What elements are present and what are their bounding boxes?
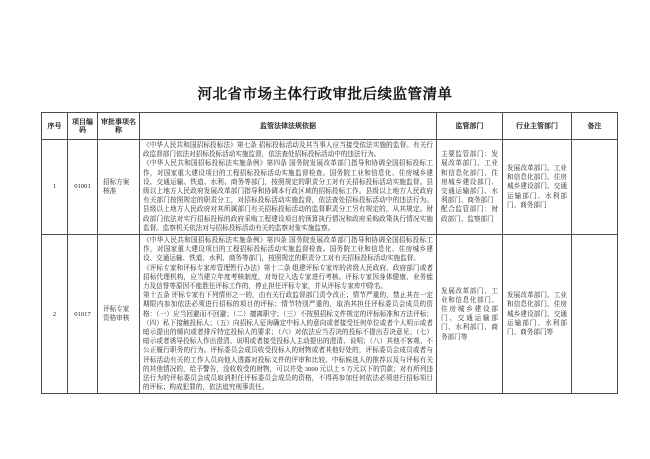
page-title: 河北省市场主体行政审批后续监管清单	[197, 87, 453, 103]
cell-project-code: 01001	[68, 140, 98, 235]
table-row	[42, 235, 618, 394]
cell-industry-dept	[503, 140, 572, 235]
dept-paragraph: 配合监管部门：财政部门、监察部门	[441, 206, 498, 223]
cell-item-name: 评标专家资格审核	[98, 235, 140, 394]
header-legal-basis: 监管法律法规依据	[140, 113, 437, 140]
header-industry-dept: 行业主管部门	[503, 113, 572, 140]
cell-item-name: 招标方案核准	[98, 140, 140, 235]
cell-seq: 1	[42, 140, 68, 235]
cell-remark	[572, 140, 618, 235]
legal-paragraph: 《评标专家和评标专家库管理暂行办法》第十二条 组建评标专家库的省级人民政府、政府部门或者招标代理机构，应当建立年度考核制度，对每位入选专家进行考核。评标专家因身体健康、业务能力及信誉等原因不能胜任评标工作的，停止担任评标专家，并从评标专家库中除名。	[143, 264, 433, 291]
legal-paragraph: 《中华人民共和国招标投标法实施条例》第四条 国务院发展改革部门指导和协调全国招标投标工作，对国家重大建设项目的工程招标投标活动实施监督检查。国务院工业和信息化、住房城乡建设、交通运输、铁道、水利、商务等部门，按照规定的职责分工对有关招标投标活动实施监督。县级以上地方人民政府发展改革部门指导和协调本行政区域的招标投标工作。县级以上地方人民政府有关部门按照规定的职责分工，对招标投标活动实施监督，依法查处招标投标活动中的违法行为。县级以上地方人民政府对其所属部门有关招标投标活动的监督职责分工另有规定的，从其规定。财政部门依法对实行招标投标的政府采购工程建设项目的预算执行情况和政府采购政策执行情况实施监督。监察机关依法对与招标投标活动有关的监察对象实施监察。	[143, 160, 433, 232]
header-item-name: 审批事项名称	[98, 113, 140, 140]
cell-legal-basis	[140, 140, 437, 235]
dept-paragraph: 发展改革部门、工业和信息化部门、住房城乡建设部门、交通运输部门、水利部门、商务部门等	[441, 287, 498, 341]
dept-paragraph: 发展改革部门、工业和信息化部门、住房城乡建设部门、交通运输部门、水利部门、商务部门	[507, 165, 567, 209]
legal-paragraph: 第十五条 评标专家有下列情形之一的，由有关行政监督部门责令改正；情节严重的，禁止其在一定期限内参加依法必须进行招标的项目的评标；情节特别严重的，取消其担任评标委员会成员的资格：（一）应当回避而不回避；（二）擅离职守；（三）不按照招标文件规定的评标标准和方法评标；（四）私下接触投标人；（五）向招标人征询确定中标人的意向或者接受任何单位或者个人明示或者暗示提出的倾向或者排斥特定投标人的要求；（六）对依法应当否决的投标不提出否决意见；（七）暗示或者诱导投标人作出澄清、说明或者接受投标人主动提出的澄清、说明；（八）其他不客观、不公正履行职务的行为。评标委员会成员收受投标人的财物或者其他好处的，评标委员会成员或者与评标活动有关的工作人员向他人透露对投标文件的评审和比较、中标候选人的推荐以及与评标有关的其他情况的，给予警告，没收收受的财物，可以并处 3000 元以上 5 万元以下的罚款；对有所列违法行为的评标委员会成员取消担任评标委员会成员的资格，不得再参加任何依法必须进行招标项目的评标；构成犯罪的，依法追究刑事责任。	[143, 292, 433, 392]
cell-project-code: 01017	[68, 235, 98, 394]
dept-paragraph: 发展改革部门、工业和信息化部门、住房城乡建设部门、交通运输部门、水利部门、商务部门等	[507, 292, 567, 337]
header-remark: 备注	[572, 113, 618, 140]
cell-industry-dept	[503, 235, 572, 394]
table-header-row	[42, 113, 618, 140]
header-supervision-dept: 监管部门	[437, 113, 503, 140]
cell-supervision-dept	[437, 235, 503, 394]
header-seq: 序号	[42, 113, 68, 140]
supervision-list-table	[41, 112, 618, 394]
cell-seq: 2	[42, 235, 68, 394]
cell-remark	[572, 235, 618, 394]
cell-legal-basis	[140, 235, 437, 394]
legal-paragraph: 《中华人民共和国招标投标法》第七条 招标投标活动及其当事人应当接受依法实施的监督。有关行政监督部门依法对招标投标活动实施监督，依法查处招标投标活动中的违法行为。	[143, 142, 433, 159]
legal-paragraph: 《中华人民共和国招标投标法实施条例》第四条 国务院发展改革部门指导和协调全国招标投标工作，对国家重大建设项目的工程招标投标活动实施监督检查。国务院工业和信息化、住房城乡建设、交通运输、铁道、水利、商务等部门，按照规定的职责分工对有关招标投标活动实施监督。	[143, 237, 433, 263]
header-project-code: 项目编码	[68, 113, 98, 140]
cell-supervision-dept	[437, 140, 503, 235]
table-row	[42, 140, 618, 235]
dept-paragraph: 主要监管部门：发展改革部门、工业和信息化部门、住房城乡建设部门、交通运输部门、水利部门、商务部门	[441, 151, 498, 205]
